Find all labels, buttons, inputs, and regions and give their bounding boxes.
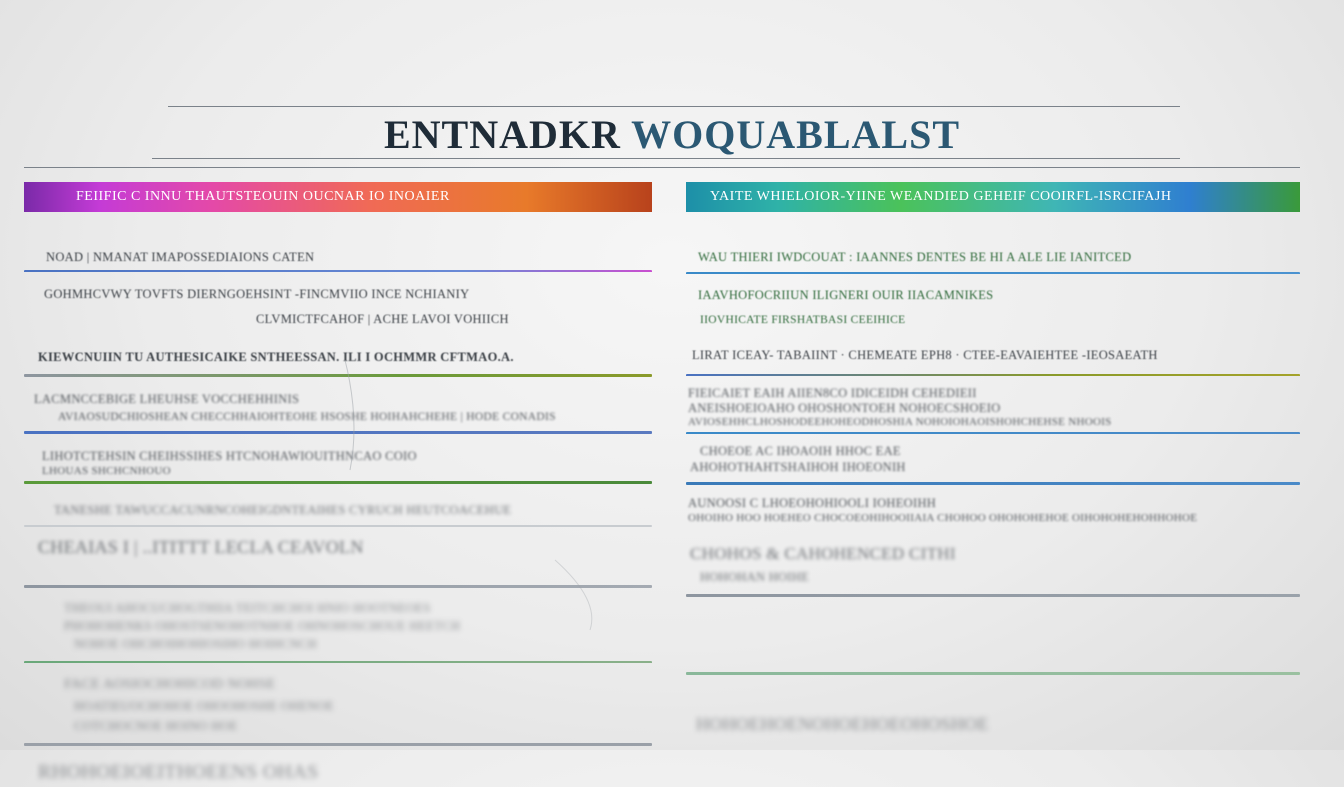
title-part-2: WOQUABLALST [631, 112, 961, 157]
list-item [24, 589, 652, 663]
list-item-text: LACMNCCEBIGE LHEUHSE VOCCHEHHINIS [34, 392, 300, 406]
list-item [24, 272, 652, 332]
list-item [24, 212, 652, 272]
list-item-text: CHEAIAS I | ..ITITTT LECLA CEAVOLN [38, 537, 364, 557]
list-item [686, 376, 1300, 434]
left-column [24, 182, 652, 787]
list-item [24, 527, 652, 589]
list-item [24, 435, 652, 485]
list-item-text: AVIAOSUDCHIOSHEAN CHECCHHAIOHTEOHE HSOSHE HOIHAHCHEHE | HODE CONADIS [58, 411, 556, 423]
list-item-text: LHOUAS SHCHCNHOUO [42, 465, 171, 477]
title-part-1: ENTNADKR [383, 112, 621, 157]
list-item-text: WAU THIERI IWDCOUAT : IAANNES DENTES BE HI A ALE LIE IANITCED [698, 250, 1132, 264]
list-item [24, 377, 652, 435]
list-item-text: CLVMICTFCAHOF | ACHE LAVOI VOHIICH [256, 312, 509, 326]
list-item-text: HOHOHAN HOIHE [700, 570, 810, 584]
row-separator [686, 594, 1300, 597]
list-item-text: KIEWCNUIIN TU AUTHESICAIKE SNTHEESSAN. ILI I OCHMMR CFTMAO.A. [38, 350, 514, 364]
list-item-text: LIHOTCTEHSIN CHEIHSSIHES HTCNOHAWIOUITHNCAO COIO [42, 449, 417, 463]
list-item-text: AVIOSEHHCLHOSHODEEHOHEODHOSHIA NOHOIOHAOISHOHCHEHSE NHOOIS [688, 416, 1112, 428]
list-item-text: LIRAT ICEAY- TABAIINT · CHEMEATE EPH8 · CTEE-EAVAIEHTEE -IEOSAEATH [692, 348, 1158, 362]
list-item-text: FACE AOSIOCHOHICOD NOHSE [64, 677, 276, 692]
row-separator [24, 585, 652, 588]
list-item-text: THEOUI AHOCUCHOGTHIIA TEITCHCHOI HNIO HOOTNEOES [64, 601, 431, 615]
list-item-text: HOHOEHOENOHOEHOEOHOSHOE [696, 714, 989, 734]
list-item [686, 600, 1300, 686]
list-item-text: AHOHOTHAHTSHAIHOH IHOEONIH [690, 460, 906, 474]
list-item [686, 534, 1300, 600]
list-item [686, 488, 1300, 534]
list-item [686, 332, 1300, 376]
list-item [686, 686, 1300, 746]
row-separator [686, 672, 1300, 675]
list-item [686, 212, 1300, 274]
list-item-text: AUNOOSI C LHOEOHOHIOOLI IOHEOIHH [688, 496, 937, 510]
list-item-text: HOATIEUOCHOHOE OHOOHOSHE OHENOE [74, 699, 334, 713]
list-item-text: GOHMHCVWY TOVFTS DIERNGOEHSINT -FINCMVIIO INCE NCHIANIY [44, 287, 470, 301]
list-item-text: IAAVHOFOCRIIUN ILIGNERI OUIR IIACAMNIKES [698, 288, 994, 302]
page-title [150, 112, 1194, 158]
title-top-rule [168, 106, 1180, 107]
list-item-text: PHOHOHENKS OHOSTSENOHOTNHOE OHNOHOSCHOUE HEETCH [64, 619, 461, 633]
list-item [24, 747, 652, 787]
right-column [686, 182, 1300, 746]
list-item-text: NOHOE OHCHOIHOHIOSIHO HOIHCNCH [74, 637, 318, 651]
row-separator [24, 743, 652, 746]
row-separator [24, 481, 652, 484]
list-item-text: NOAD | NMANAT IMAPOSSEDIAIONS CATEN [46, 250, 315, 264]
list-item [686, 274, 1300, 332]
left-banner: FEIIFIC C INNU THAUTSTEOUIN OUCNAR IO INOAIER [24, 182, 652, 212]
row-separator [686, 482, 1300, 485]
list-item-text: ANEISHOEIOAHO OHOSHONTOEH NOHOECSHOEIO [688, 401, 1001, 415]
list-item-text: CHOHOS & CAHOHENCED CITHI [690, 544, 956, 563]
list-item [24, 663, 652, 747]
list-item [24, 332, 652, 377]
list-item-text: TANESHE TAWUCCACUNRNCOHEIGDNTEAIHES CYRUCH HEUTCOACEHUE [54, 503, 512, 517]
row-separator [24, 431, 652, 434]
title-bottom-rule [152, 158, 1180, 159]
list-item [686, 434, 1300, 488]
list-item-text: FIEICAIET EAIH AIIEN8CO IDICEIDH CEHEDIEII [688, 386, 977, 400]
list-item-text: RHOHOEIOEITHOEENS OHAS [38, 761, 319, 783]
list-item-text: COTCHOCNOE HOINO HOE [74, 719, 238, 733]
list-item-text: OHOIHO HOO HOEHEO CHOCOEOHIHOOIIAIA CHOHOO OHOHOHEHOE OIHOHOHEHOHHOHOE [688, 512, 1198, 524]
page-divider [24, 167, 1300, 168]
list-item [24, 485, 652, 527]
list-item-text: CHOEOE AC IHOAOIH HHOC EAE [700, 444, 901, 458]
right-banner: YAITE WHIELOIOR-YIINE WEANDIED GEHEIF COOIRFL-ISRCIFAJH [686, 182, 1300, 212]
list-item-text: IIOVHICATE FIRSHATBASI CEEIHICE [700, 314, 906, 326]
